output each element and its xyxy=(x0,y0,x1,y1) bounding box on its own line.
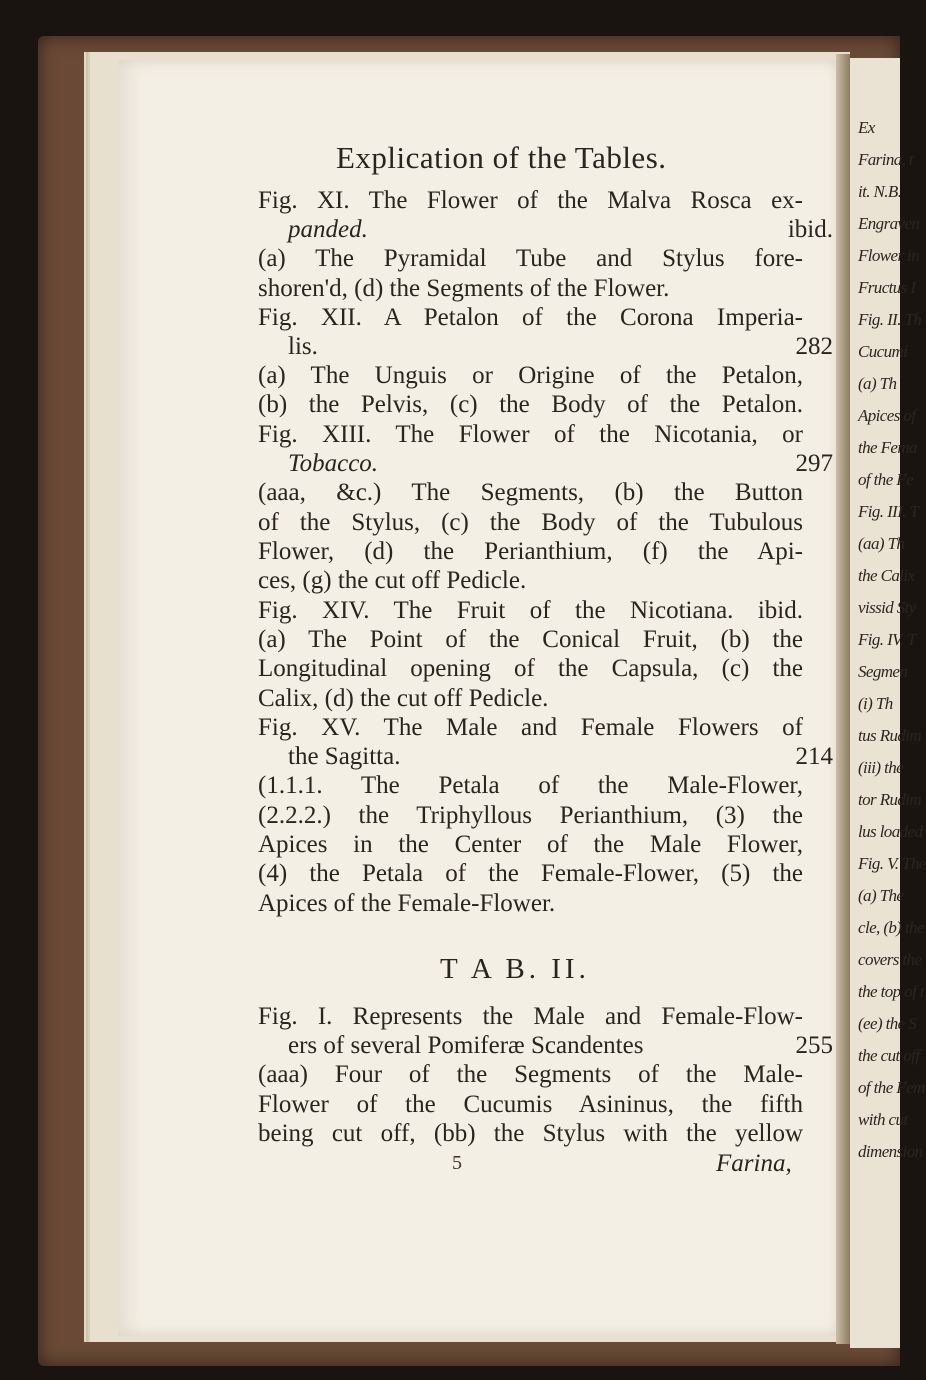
facing-page-line: of the Fem xyxy=(858,1078,925,1097)
text-line xyxy=(258,742,833,771)
facing-page-line: cle, (b) the xyxy=(858,918,924,937)
book-gutter xyxy=(836,54,850,1344)
facing-page-line: Apices of xyxy=(858,406,916,425)
facing-page-line: Fig. II. Th xyxy=(858,310,922,329)
facing-page-line: Segmen xyxy=(858,662,908,681)
facing-page-line: covers the xyxy=(858,950,922,969)
facing-page-line: of the Fe xyxy=(858,470,914,489)
text-line: (1.1.1. The Petala of the Male-Flower, xyxy=(258,772,803,799)
text-line: Apices in the Center of the Male Flower, xyxy=(258,831,803,858)
facing-page-line: (a) The xyxy=(858,886,904,905)
page-heading: Explication of the Tables. xyxy=(336,140,667,175)
text-line: Fig. XV. The Male and Female Flowers of xyxy=(258,714,803,741)
text-line: (aaa) Four of the Segments of the Male- xyxy=(258,1061,803,1088)
facing-page-line: tus Rudim xyxy=(858,726,922,745)
facing-page-line: Fig. V. The xyxy=(858,854,926,873)
text-line: (2.2.2.) the Triphyllous Perianthium, (3) the xyxy=(258,802,803,829)
page-reference: 282 xyxy=(795,333,833,360)
text-line-left: panded. xyxy=(288,216,368,243)
facing-page-line: the cut off xyxy=(858,1046,920,1065)
facing-page-line: it. N.B. xyxy=(858,182,902,201)
page-reference: 214 xyxy=(795,743,833,770)
text-line: (4) the Petala of the Female-Flower, (5) the xyxy=(258,860,803,887)
facing-page-line: the top of t xyxy=(858,982,924,1001)
text-line: Fig. I. Represents the Male and Female-Flow- xyxy=(258,1003,803,1030)
text-line: of the Stylus, (c) the Body of the Tubulous xyxy=(258,509,803,536)
signature-mark: 5 xyxy=(452,1152,462,1174)
facing-page-line: with cut xyxy=(858,1110,908,1129)
text-line-left: Tobacco. xyxy=(288,450,379,477)
text-line: Fig. XIII. The Flower of the Nicotania, or xyxy=(258,421,803,448)
facing-page-line: Cucumi xyxy=(858,342,908,361)
facing-page-line: (aa) Th xyxy=(858,534,905,553)
facing-page-line: (a) Th xyxy=(858,374,897,393)
facing-page-line: lus loaded xyxy=(858,822,923,841)
text-line xyxy=(258,1031,833,1060)
text-line xyxy=(258,332,833,361)
text-line xyxy=(258,215,833,244)
facing-page-line: Engraven xyxy=(858,214,920,233)
text-line: ces, (g) the cut off Pedicle. xyxy=(258,567,527,594)
text-line: Flower, (d) the Perianthium, (f) the Api- xyxy=(258,538,803,565)
facing-page-fragment xyxy=(850,58,926,1348)
page-reference: 297 xyxy=(795,450,833,477)
page-reference: 255 xyxy=(795,1032,833,1059)
facing-page-line: the Calix xyxy=(858,566,915,585)
page-reference: ibid. xyxy=(787,216,833,243)
facing-page-line: dimension xyxy=(858,1142,923,1161)
text-line: (a) The Pyramidal Tube and Stylus fore- xyxy=(258,245,803,272)
facing-page-line: (ee) the S xyxy=(858,1014,917,1033)
text-line: (a) The Point of the Conical Fruit, (b) the xyxy=(258,626,803,653)
text-line-left: the Sagitta. xyxy=(288,743,401,770)
facing-page-line: Fig. IV. T xyxy=(858,630,916,649)
facing-page-line: vissid Sty xyxy=(858,598,916,617)
text-line: Fig. XIV. The Fruit of the Nicotiana. ibid. xyxy=(258,597,803,624)
text-line: Longitudinal opening of the Capsula, (c) the xyxy=(258,655,803,682)
text-line: Fig. XI. The Flower of the Malva Rosca ex- xyxy=(258,187,803,214)
text-line: Flower of the Cucumis Asininus, the fifth xyxy=(258,1091,803,1118)
text-line-left: lis. xyxy=(288,333,318,360)
facing-page-line: (iii) the xyxy=(858,758,904,777)
text-line: (b) the Pelvis, (c) the Body of the Petalon. xyxy=(258,391,803,418)
catchword: Farina, xyxy=(716,1150,792,1177)
text-line: Apices of the Female-Flower. xyxy=(258,890,556,917)
facing-page-line: Flower in xyxy=(858,246,920,265)
text-line: (a) The Unguis or Origine of the Petalon, xyxy=(258,362,803,389)
facing-page-line: Fructus I xyxy=(858,278,916,297)
facing-page-line: tor Rudim xyxy=(858,790,922,809)
section-heading: T A B. II. xyxy=(440,953,590,985)
text-line: shoren'd, (d) the Segments of the Flower. xyxy=(258,275,670,302)
text-line: Fig. XII. A Petalon of the Corona Imperia- xyxy=(258,304,803,331)
text-line: (aaa, &c.) The Segments, (b) the Button xyxy=(258,479,803,506)
facing-page-line: Ex xyxy=(858,118,875,137)
text-line xyxy=(258,449,833,478)
text-line-left: ers of several Pomiferæ Scandentes xyxy=(288,1032,644,1059)
facing-page-line: Fig. III. T xyxy=(858,502,919,521)
text-line: Calix, (d) the cut off Pedicle. xyxy=(258,685,549,712)
facing-page-line: Farina, t xyxy=(858,150,914,169)
facing-page-line: (i) Th xyxy=(858,694,893,713)
text-line: being cut off, (bb) the Stylus with the yellow xyxy=(258,1120,803,1147)
facing-page-line: the Fema xyxy=(858,438,917,457)
